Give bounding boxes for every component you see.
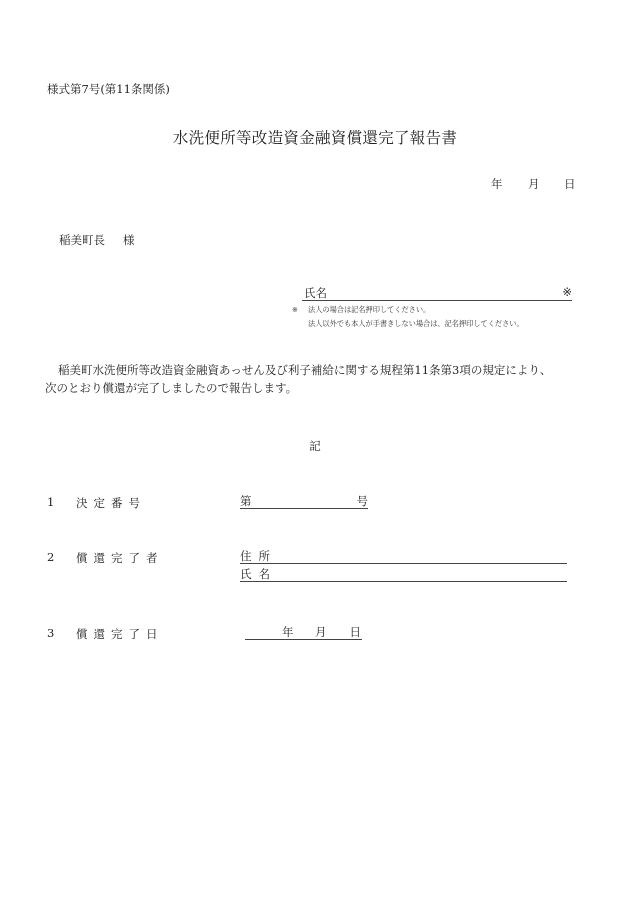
item-number-1: 1 [47, 495, 55, 509]
signature-note-1 [292, 305, 430, 315]
addressee [59, 232, 135, 248]
completion-date-field[interactable] [245, 624, 362, 640]
item-number-2: 2 [47, 550, 55, 564]
addressee-name: 稲美町長 [59, 233, 105, 247]
signature-field[interactable] [302, 285, 572, 301]
decision-number-field[interactable] [240, 493, 368, 509]
document-title: 水洗便所等改造資金融資償還完了報告書 [172, 129, 458, 147]
reference-mark-icon: ※ [562, 285, 572, 299]
completer-address-field[interactable] [240, 548, 567, 564]
ki-heading: 記 [309, 439, 321, 453]
body-line-1: 稲美町水洗便所等改造資金融資あっせん及び利子補給に関する規程第11条第3項の規定により、 [58, 363, 552, 377]
form-number: 様式第7号(第11条関係) [47, 82, 170, 96]
decision-number-prefix: 第 [240, 494, 252, 508]
name-label: 氏名 [240, 567, 277, 581]
addressee-honorific: 様 [123, 233, 135, 247]
report-date-month: 月 [528, 177, 540, 191]
report-date-year: 年 [491, 177, 503, 191]
address-label: 住所 [240, 549, 277, 563]
note-text: 法人の場合は記名押印してください。 [308, 305, 431, 314]
item-label-decision-number: 決定番号 [76, 496, 146, 510]
completer-name-field[interactable] [240, 566, 567, 582]
completion-day-label: 日 [349, 625, 361, 639]
body-line-2: 次のとおり償還が完了しましたので報告します。 [45, 381, 298, 395]
completion-month-label: 月 [315, 625, 327, 639]
decision-number-suffix: 号 [356, 494, 368, 508]
signature-label: 氏名 [304, 286, 327, 300]
item-label-repayment-completer: 償還完了者 [76, 551, 164, 565]
item-label-completion-date: 償還完了日 [76, 627, 164, 641]
body-paragraph [45, 361, 565, 397]
report-date-day: 日 [564, 177, 576, 191]
signature-note-2: 法人以外でも本人が手書きしない場合は、記名押印してください。 [308, 319, 524, 328]
item-number-3: 3 [47, 626, 55, 640]
completion-year-label: 年 [282, 625, 294, 639]
note-mark-icon: ※ [292, 305, 299, 314]
